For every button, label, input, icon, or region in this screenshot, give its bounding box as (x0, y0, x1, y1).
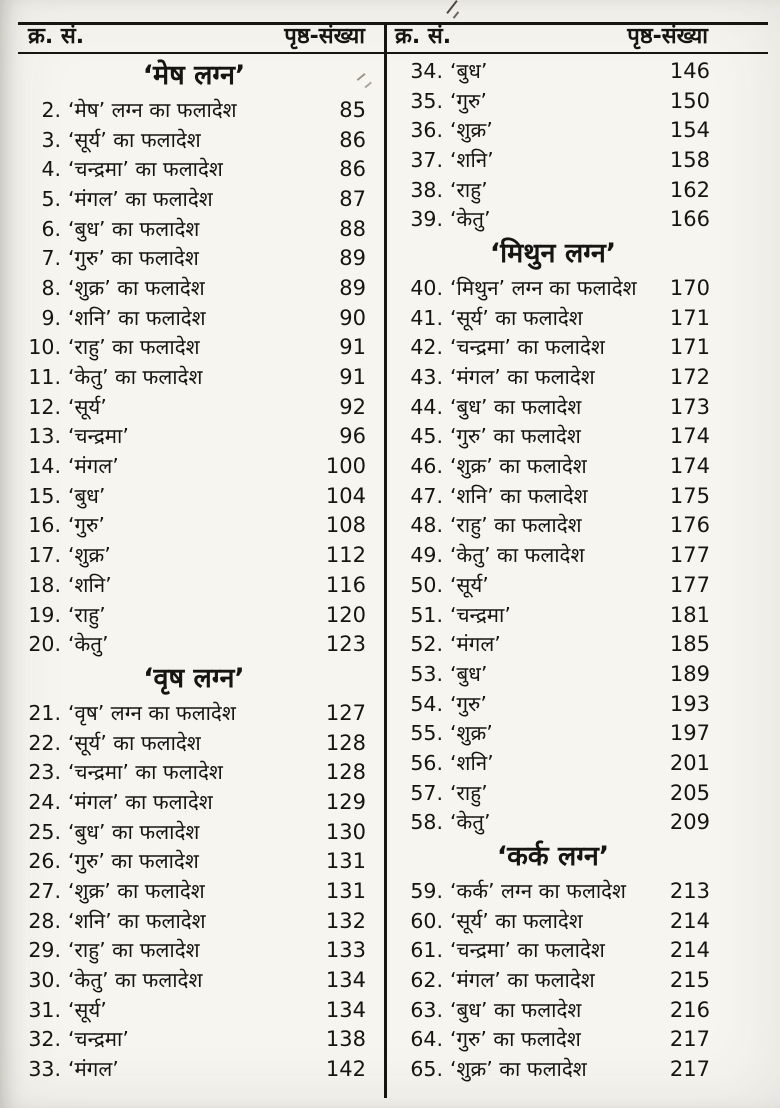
entry-number: 2. (41, 97, 61, 122)
entry-page: 128 (325, 730, 366, 755)
entry-label: ‘मंगल’ (68, 1057, 119, 1082)
toc-entry (22, 95, 366, 125)
entry-page: 213 (669, 879, 710, 904)
entry-label: ‘सूर्य’ का फलादेश (450, 305, 583, 330)
entry-label: ‘मंगल’ का फलादेश (68, 789, 213, 814)
entry-page: 193 (669, 691, 710, 716)
entry-label: ‘शनि’ (450, 750, 494, 775)
header-bottom-rule (18, 52, 768, 54)
entry-label: ‘मिथुन’ लग्न का फलादेश (450, 275, 637, 300)
entry-page: 112 (325, 543, 366, 568)
entry-number: 47. (410, 483, 443, 508)
entry-number: 27. (28, 879, 61, 904)
toc-entry (22, 1054, 366, 1084)
entry-page: 108 (325, 513, 366, 538)
entry-number: 63. (410, 997, 443, 1022)
entry-number: 53. (410, 661, 443, 686)
entry-page: 173 (669, 394, 710, 419)
entry-number: 12. (28, 394, 61, 419)
entry-label: ‘शुक्र’ (450, 118, 493, 143)
entry-number: 5. (41, 186, 61, 211)
entry-page: 217 (669, 1027, 710, 1052)
entry-number: 7. (41, 246, 61, 271)
section-heading: ‘वृष लग्न’ (143, 663, 245, 695)
entry-page: 142 (325, 1057, 366, 1082)
entry-page: 185 (669, 632, 710, 657)
entry-number: 20. (28, 632, 61, 657)
entry-number: 32. (28, 1027, 61, 1052)
toc-entry (22, 243, 366, 273)
entry-page: 216 (669, 997, 710, 1022)
entry-number: 52. (410, 632, 443, 657)
toc-entry (396, 1054, 710, 1084)
entry-number: 13. (28, 424, 61, 449)
entry-number: 64. (410, 1027, 443, 1052)
entry-page: 123 (325, 632, 366, 657)
toc-entry (22, 273, 366, 303)
toc-entry (396, 570, 710, 600)
entry-page: 127 (325, 700, 366, 725)
entry-label: ‘बुध’ (450, 58, 488, 83)
toc-entry (22, 728, 366, 758)
toc-entry (396, 303, 710, 333)
entry-page: 129 (325, 789, 366, 814)
entry-page: 88 (339, 216, 366, 241)
toc-entry (396, 540, 710, 570)
entry-number: 44. (410, 394, 443, 419)
entry-page: 146 (669, 58, 710, 83)
entry-number: 59. (410, 879, 443, 904)
entry-number: 24. (28, 789, 61, 814)
entry-number: 31. (28, 997, 61, 1022)
entry-page: 89 (339, 246, 366, 271)
entry-label: ‘मंगल’ का फलादेश (450, 365, 595, 390)
entry-label: ‘चन्द्रमा’ (68, 1027, 129, 1052)
toc-entry (396, 392, 710, 422)
toc-entry (22, 847, 366, 877)
entry-number: 25. (28, 819, 61, 844)
toc-column-left (22, 56, 366, 1084)
toc-entry (22, 698, 366, 728)
entry-page: 174 (669, 424, 710, 449)
entry-page: 154 (669, 118, 710, 143)
entry-page: 91 (339, 335, 366, 360)
entry-label: ‘चन्द्रमा’ (450, 602, 511, 627)
entry-page: 91 (339, 365, 366, 390)
entry-number: 35. (410, 88, 443, 113)
entry-number: 46. (410, 454, 443, 479)
entry-number: 11. (28, 365, 61, 390)
entry-page: 131 (325, 879, 366, 904)
entry-label: ‘शुक्र’ का फलादेश (450, 454, 587, 479)
entry-label: ‘वृष’ लग्न का फलादेश (68, 700, 236, 725)
toc-entry (22, 995, 366, 1025)
entry-number: 33. (28, 1057, 61, 1082)
entry-label: ‘राहु’ (450, 780, 488, 805)
entry-label: ‘सूर्य’ (450, 572, 489, 597)
entry-label: ‘चन्द्रमा’ का फलादेश (450, 938, 605, 963)
entry-page: 170 (669, 275, 710, 300)
entry-number: 18. (28, 572, 61, 597)
entry-page: 90 (339, 305, 366, 330)
toc-entry (396, 422, 710, 452)
toc-entry (22, 936, 366, 966)
entry-page: 177 (669, 572, 710, 597)
entry-number: 19. (28, 602, 61, 627)
entry-number: 39. (410, 207, 443, 232)
entry-page: 131 (325, 849, 366, 874)
entry-page: 116 (325, 572, 366, 597)
entry-label: ‘शनि’ का फलादेश (68, 908, 206, 933)
toc-entry (22, 451, 366, 481)
entry-number: 37. (410, 147, 443, 172)
entry-page: 92 (339, 394, 366, 419)
entry-label: ‘शनि’ का फलादेश (68, 305, 206, 330)
serial-number-header-right: क्र. सं. (395, 24, 452, 49)
entry-page: 89 (339, 275, 366, 300)
entry-page: 130 (325, 819, 366, 844)
entry-page: 134 (325, 997, 366, 1022)
entry-label: ‘चन्द्रमा’ (68, 424, 129, 449)
page-number-header-left: पृष्ठ-संख्या (284, 24, 365, 49)
entry-page: 132 (325, 908, 366, 933)
toc-entry (22, 392, 366, 422)
entry-page: 177 (669, 543, 710, 568)
entry-page: 120 (325, 602, 366, 627)
toc-entry (396, 600, 710, 630)
entry-label: ‘केतु’ का फलादेश (450, 543, 585, 568)
entry-page: 86 (339, 157, 366, 182)
entry-label: ‘मेष’ लग्न का फलादेश (68, 97, 237, 122)
entry-label: ‘बुध’ का फलादेश (450, 394, 582, 419)
entry-page: 176 (669, 513, 710, 538)
toc-entry (396, 718, 710, 748)
entry-page: 217 (669, 1057, 710, 1082)
entry-page: 175 (669, 483, 710, 508)
toc-entry (22, 629, 366, 659)
entry-number: 6. (41, 216, 61, 241)
entry-page: 171 (669, 305, 710, 330)
entry-number: 62. (410, 968, 443, 993)
entry-label: ‘राहु’ का फलादेश (450, 513, 582, 538)
scan-artifact (453, 11, 460, 19)
entry-label: ‘शुक्र’ का फलादेश (68, 879, 205, 904)
toc-entry (22, 965, 366, 995)
entry-label: ‘शुक्र’ का फलादेश (68, 275, 205, 300)
entry-number: 14. (28, 454, 61, 479)
entry-number: 49. (410, 543, 443, 568)
entry-number: 65. (410, 1057, 443, 1082)
toc-entry (396, 778, 710, 808)
entry-label: ‘मंगल’ (450, 632, 501, 657)
toc-entry (22, 511, 366, 541)
entry-page: 172 (669, 365, 710, 390)
entry-label: ‘राहु’ (68, 602, 106, 627)
column-divider (384, 22, 387, 1098)
entry-label: ‘शुक्र’ (450, 721, 493, 746)
toc-entry (22, 422, 366, 452)
entry-page: 138 (325, 1027, 366, 1052)
toc-entry (396, 659, 710, 689)
toc-entry (396, 748, 710, 778)
section-heading: ‘मेष लग्न’ (142, 60, 246, 91)
entry-label: ‘बुध’ (68, 483, 106, 508)
entry-label: ‘गुरु’ का फलादेश (450, 1027, 581, 1052)
toc-entry (396, 689, 710, 719)
entry-number: 45. (410, 424, 443, 449)
entry-label: ‘राहु’ का फलादेश (68, 335, 200, 360)
entry-page: 104 (325, 483, 366, 508)
entry-label: ‘चन्द्रमा’ का फलादेश (68, 157, 223, 182)
toc-entry (22, 1025, 366, 1055)
toc-entry (22, 570, 366, 600)
toc-entry (396, 906, 710, 936)
entry-number: 29. (28, 938, 61, 963)
entry-label: ‘गुरु’ (450, 691, 487, 716)
entry-label: ‘शुक्र’ (68, 543, 111, 568)
toc-entry (396, 965, 710, 995)
entry-label: ‘चन्द्रमा’ का फलादेश (450, 335, 605, 360)
toc-entry (22, 757, 366, 787)
entry-page: 87 (339, 186, 366, 211)
entry-number: 61. (410, 938, 443, 963)
entry-number: 58. (410, 810, 443, 835)
entry-label: ‘केतु’ का फलादेश (68, 365, 203, 390)
toc-entry (22, 787, 366, 817)
entry-label: ‘केतु’ (450, 207, 491, 232)
entry-number: 43. (410, 365, 443, 390)
toc-entry (22, 154, 366, 184)
entry-number: 60. (410, 908, 443, 933)
entry-number: 21. (28, 700, 61, 725)
entry-label: ‘राहु’ (450, 177, 488, 202)
entry-page: 205 (669, 780, 710, 805)
toc-entry (396, 451, 710, 481)
section-heading: ‘कर्क लग्न’ (496, 841, 610, 873)
entry-page: 128 (325, 760, 366, 785)
toc-entry (22, 906, 366, 936)
entry-number: 41. (410, 305, 443, 330)
entry-number: 38. (410, 177, 443, 202)
entry-page: 181 (669, 602, 710, 627)
entry-page: 150 (669, 88, 710, 113)
entry-number: 8. (41, 275, 61, 300)
toc-entry (22, 481, 366, 511)
entry-number: 28. (28, 908, 61, 933)
entry-number: 22. (28, 730, 61, 755)
entry-number: 55. (410, 721, 443, 746)
toc-entry (396, 86, 710, 116)
entry-page: 214 (669, 908, 710, 933)
entry-number: 3. (41, 127, 61, 152)
entry-number: 10. (28, 335, 61, 360)
entry-label: ‘मंगल’ का फलादेश (450, 968, 595, 993)
entry-page: 134 (325, 968, 366, 993)
section-heading: ‘मिथुन लग्न’ (489, 238, 617, 270)
entry-number: 42. (410, 335, 443, 360)
entry-label: ‘चन्द्रमा’ का फलादेश (68, 760, 223, 785)
entry-label: ‘शनि’ (450, 147, 494, 172)
toc-entry (22, 184, 366, 214)
toc-entry (396, 362, 710, 392)
toc-entry (396, 936, 710, 966)
toc-entry (22, 362, 366, 392)
entry-number: 48. (410, 513, 443, 538)
entry-label: ‘शुक्र’ का फलादेश (450, 1057, 587, 1082)
entry-page: 215 (669, 968, 710, 993)
entry-page: 86 (339, 127, 366, 152)
entry-page: 96 (339, 424, 366, 449)
toc-entry (22, 540, 366, 570)
toc-entry (396, 145, 710, 175)
entry-page: 214 (669, 938, 710, 963)
toc-entry (396, 1025, 710, 1055)
entry-number: 56. (410, 750, 443, 775)
toc-entry (396, 876, 710, 906)
entry-number: 54. (410, 691, 443, 716)
entry-number: 57. (410, 780, 443, 805)
toc-entry (22, 125, 366, 155)
toc-entry (22, 333, 366, 363)
toc-entry (22, 303, 366, 333)
toc-entry (396, 56, 710, 86)
entry-label: ‘गुरु’ का फलादेश (68, 849, 199, 874)
toc-entry (22, 214, 366, 244)
toc-entry (396, 115, 710, 145)
entry-label: ‘बुध’ का फलादेश (450, 997, 582, 1022)
toc-column-right (396, 56, 710, 1084)
entry-number: 16. (28, 513, 61, 538)
entry-label: ‘राहु’ का फलादेश (68, 938, 200, 963)
serial-number-header-left: क्र. सं. (28, 24, 85, 49)
entry-number: 26. (28, 849, 61, 874)
entry-label: ‘गुरु’ का फलादेश (450, 424, 581, 449)
entry-number: 34. (410, 58, 443, 83)
entry-label: ‘मंगल’ (68, 454, 119, 479)
entry-number: 50. (410, 572, 443, 597)
entry-label: ‘सूर्य’ का फलादेश (68, 127, 201, 152)
toc-entry (22, 876, 366, 906)
entry-label: ‘सूर्य’ का फलादेश (68, 730, 201, 755)
entry-label: ‘गुरु’ (68, 513, 105, 538)
toc-entry (396, 808, 710, 838)
entry-number: 15. (28, 483, 61, 508)
entry-label: ‘सूर्य’ (68, 997, 107, 1022)
toc-entry (396, 511, 710, 541)
entry-page: 100 (325, 454, 366, 479)
entry-number: 30. (28, 968, 61, 993)
entry-number: 4. (41, 157, 61, 182)
entry-page: 209 (669, 810, 710, 835)
page-number-header-right: पृष्ठ-संख्या (627, 24, 708, 49)
entry-page: 197 (669, 721, 710, 746)
entry-page: 174 (669, 454, 710, 479)
entry-number: 9. (41, 305, 61, 330)
entry-label: ‘मंगल’ का फलादेश (68, 186, 213, 211)
entry-page: 158 (669, 147, 710, 172)
entry-page: 189 (669, 661, 710, 686)
entry-page: 85 (339, 97, 366, 122)
entry-label: ‘शनि’ (68, 572, 112, 597)
toc-entry (396, 175, 710, 205)
entry-number: 36. (410, 118, 443, 143)
entry-label: ‘कर्क’ लग्न का फलादेश (450, 879, 626, 904)
entry-page: 201 (669, 750, 710, 775)
entry-label: ‘केतु’ (68, 632, 109, 657)
entry-label: ‘गुरु’ का फलादेश (68, 246, 199, 271)
toc-entry (396, 204, 710, 234)
entry-number: 51. (410, 602, 443, 627)
entry-label: ‘केतु’ का फलादेश (68, 968, 203, 993)
toc-entry (396, 629, 710, 659)
entry-number: 40. (410, 275, 443, 300)
toc-entry (396, 481, 710, 511)
entry-page: 166 (669, 207, 710, 232)
entry-label: ‘सूर्य’ (68, 394, 107, 419)
entry-label: ‘सूर्य’ का फलादेश (450, 908, 583, 933)
entry-page: 171 (669, 335, 710, 360)
toc-entry (22, 600, 366, 630)
entry-page: 133 (325, 938, 366, 963)
entry-label: ‘केतु’ (450, 810, 491, 835)
toc-entry (22, 817, 366, 847)
entry-label: ‘बुध’ का फलादेश (68, 819, 200, 844)
toc-entry (396, 273, 710, 303)
entry-label: ‘शनि’ का फलादेश (450, 483, 588, 508)
entry-label: ‘बुध’ (450, 661, 488, 686)
toc-entry (396, 995, 710, 1025)
toc-entry (396, 333, 710, 363)
entry-number: 23. (28, 760, 61, 785)
entry-label: ‘बुध’ का फलादेश (68, 216, 200, 241)
entry-number: 17. (28, 543, 61, 568)
entry-label: ‘गुरु’ (450, 88, 487, 113)
entry-page: 162 (669, 177, 710, 202)
